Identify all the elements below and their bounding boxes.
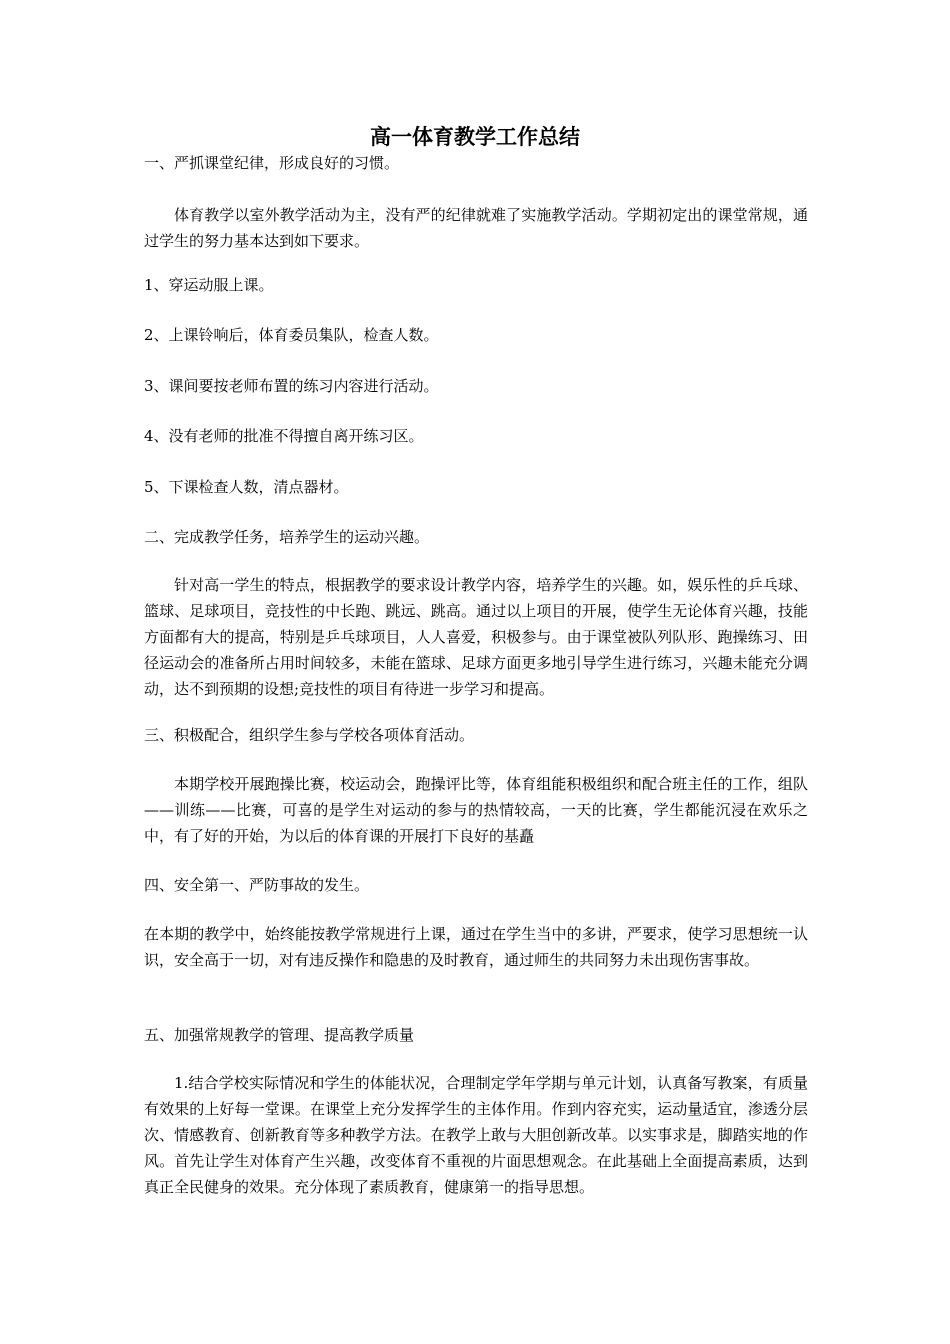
section-heading-1: 一、严抓课堂纪律，形成良好的习惯。 [144,154,400,172]
list-item-5: 5、下课检查人数，清点器材。 [144,478,349,496]
section-heading-3: 三、积极配合，组织学生参与学校各项体育活动。 [144,726,475,744]
paragraph-quality: 1.结合学校实际情况和学生的体能状况，合理制定学年学期与单元计划，认真备写教案，有质量有效果的上好每一堂课。在课堂上充分发挥学生的主体作用。作到内容充实，运动量适宜，渗透分层次、情感教育、创新教育等多种教学方法。在教学上敢与大胆创新改革。以实事求是，脚踏实地的作风。首先让学生对体育产生兴趣，改变体育不重视的片面思想观念。在此基础上全面提高素质，达到真正全民健身的效果。充分体现了素质教育，健康第一的指导思想。 [144,1074,808,1196]
paragraph-discipline: 体育教学以室外教学活动为主，没有严的纪律就难了实施教学活动。学期初定出的课堂常规，通过学生的努力基本达到如下要求。 [144,206,808,250]
list-item-4: 4、没有老师的批准不得擅自离开练习区。 [144,427,424,445]
page-title: 高一体育教学工作总结 [370,125,580,149]
list-item-3: 3、课间要按老师布置的练习内容进行活动。 [144,377,439,395]
section-heading-2: 二、完成教学任务，培养学生的运动兴趣。 [144,528,430,546]
list-item-2: 2、上课铃响后，体育委员集队，检查人数。 [144,326,439,344]
list-item-1: 1、穿运动服上课。 [144,276,274,294]
section-heading-5: 五、加强常规教学的管理、提高教学质量 [144,1026,415,1044]
section-heading-4: 四、安全第一、严防事故的发生。 [144,876,370,894]
paragraph-safety: 在本期的教学中，始终能按教学常规进行上课，通过在学生当中的多讲，严要求，使学习思想统一认识，安全高于一切，对有违反操作和隐患的及时教育，通过师生的共同努力未出现伤害事故。 [144,925,808,969]
paragraph-interest: 针对高一学生的特点，根据教学的要求设计教学内容，培养学生的兴趣。如，娱乐性的乒乓球、篮球、足球项目，竞技性的中长跑、跳远、跳高。通过以上项目的开展，使学生无论体育兴趣，技能方面都有大的提高，特别是乒乓球项目，人人喜爱，积极参与。由于课堂被队列队形、跑操练习、田径运动会的准备所占用时间较多，未能在篮球、足球方面更多地引导学生进行练习，兴趣未能充分调动，达不到预期的设想;竞技性的项目有待进一步学习和提高。 [144,576,808,698]
paragraph-activities: 本期学校开展跑操比赛，校运动会，跑操评比等，体育组能积极组织和配合班主任的工作，组队——训练——比赛，可喜的是学生对运动的参与的热情较高，一天的比赛，学生都能沉浸在欢乐之中，有了好的开始，为以后的体育课的开展打下良好的基矗 [144,775,808,845]
